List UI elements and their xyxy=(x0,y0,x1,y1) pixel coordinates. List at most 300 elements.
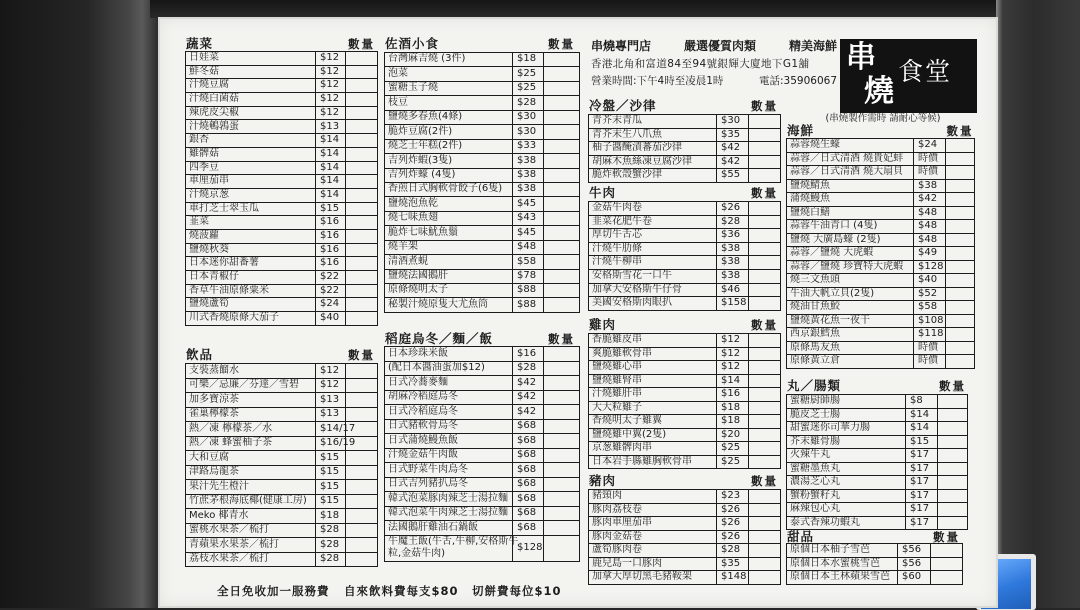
item-price: $38 xyxy=(513,168,544,182)
item-price: $28 xyxy=(316,523,346,538)
quantity-cell xyxy=(346,298,378,312)
item-name: 鹽燒法國鵝肝 xyxy=(385,269,513,283)
quantity-cell xyxy=(946,287,975,301)
item-price: $28 xyxy=(717,215,749,229)
quantity-cell xyxy=(749,571,781,585)
quantity-cell xyxy=(749,428,781,442)
item-price: $30 xyxy=(717,115,749,129)
vegetables-table xyxy=(185,51,378,326)
item-price: $43 xyxy=(513,211,544,225)
item-name: 蒜蓉／鹽燒 大虎蝦 xyxy=(787,247,914,261)
menu-row xyxy=(385,535,580,561)
item-price: $13 xyxy=(316,393,346,408)
quantity-cell xyxy=(946,166,975,180)
item-price: $36 xyxy=(717,229,749,243)
item-price: $108 xyxy=(914,314,946,328)
quantity-cell xyxy=(544,419,580,434)
quantity-cell xyxy=(749,415,781,429)
menu-row xyxy=(186,65,378,79)
logo-text: 食堂 xyxy=(898,57,953,86)
menu-row xyxy=(385,240,580,254)
quantity-cell xyxy=(544,226,580,240)
quantity-cell xyxy=(544,240,580,254)
service-charge-note: 全日免收加一服務費 xyxy=(217,584,330,598)
menu-row xyxy=(787,206,975,220)
item-name: 鹽燒蘆筍 xyxy=(186,298,316,312)
item-price: $25 xyxy=(717,455,749,469)
quantity-cell xyxy=(931,571,963,585)
item-price: $58 xyxy=(513,255,544,269)
item-name: 西京銀鱈魚 xyxy=(787,328,914,342)
pork-table xyxy=(588,489,781,585)
item-name: 美國安格斯肉眼扒 xyxy=(589,297,717,311)
menu-row xyxy=(787,274,975,288)
dark-wall-right xyxy=(996,0,1080,608)
item-price: 時價 xyxy=(914,355,946,369)
item-name: 蒜蓉牛油青口 (4隻) xyxy=(787,220,914,234)
tagline-part: 串燒專門店 xyxy=(591,39,652,53)
quantity-cell xyxy=(346,284,378,298)
quantity-cell xyxy=(749,388,781,402)
item-name: 汁燒京葱 xyxy=(186,188,316,202)
item-name: 日式蒲燒鰻魚飯 xyxy=(385,434,513,449)
item-name: 川式香燒原條大茄子 xyxy=(186,312,316,326)
menu-row xyxy=(589,544,781,558)
menu-row xyxy=(787,341,975,355)
menu-row xyxy=(787,260,975,274)
shop-hours-phone xyxy=(591,74,837,88)
menu-row xyxy=(385,347,580,362)
drinks-title: 飲品 xyxy=(186,347,214,362)
item-price: $45 xyxy=(513,197,544,211)
quantity-cell xyxy=(749,269,781,283)
item-name: 青芥末青瓜 xyxy=(589,115,717,129)
item-name: 原個日本水蜜桃雪芭 xyxy=(787,557,898,571)
qty-header: 數量 xyxy=(751,318,778,332)
quantity-cell xyxy=(749,530,781,544)
item-price: $128 xyxy=(914,260,946,274)
item-price: $148 xyxy=(717,571,749,585)
quantity-cell xyxy=(946,233,975,247)
item-name: 日本岩手縣雞胸軟骨串 xyxy=(589,455,717,469)
menu-row xyxy=(186,407,378,422)
item-price: $88 xyxy=(513,284,544,298)
quantity-cell xyxy=(946,274,975,288)
quantity-cell xyxy=(346,271,378,285)
item-price: $58 xyxy=(914,301,946,315)
item-name: 熱／凍 蜂蜜柚子茶 xyxy=(186,436,316,451)
quantity-cell xyxy=(544,197,580,211)
menu-row xyxy=(787,247,975,261)
item-name: 韓式泡菜豚肉辣芝士湯拉麵 xyxy=(385,492,513,507)
qty-header: 數量 xyxy=(751,186,778,200)
quantity-cell xyxy=(346,407,378,422)
item-name: 蒜蓉燒生蠔 xyxy=(787,139,914,153)
quantity-cell xyxy=(544,182,580,196)
menu-row xyxy=(787,516,968,530)
item-name: 厚切牛舌芯 xyxy=(589,229,717,243)
item-price: $12 xyxy=(316,65,346,79)
quantity-cell xyxy=(931,544,963,558)
item-name: 吉列炸蠔 (4隻) xyxy=(385,168,513,182)
item-name: 香煎日式胸軟骨餃子(6隻) xyxy=(385,182,513,196)
item-price: $68 xyxy=(513,448,544,463)
item-price: $13 xyxy=(316,407,346,422)
tagline-part: 嚴選優質肉類 xyxy=(683,39,756,53)
item-name: 香燒明太子雞翼 xyxy=(589,415,717,429)
menu-row xyxy=(385,182,580,196)
menu-row xyxy=(589,334,781,348)
item-price: $12 xyxy=(316,364,346,379)
item-name: 青蘋果水果茶／梳打 xyxy=(186,538,316,553)
item-price: $68 xyxy=(513,506,544,521)
menu-row xyxy=(787,355,975,369)
menu-row xyxy=(385,211,580,225)
quantity-cell xyxy=(346,188,378,202)
item-name: 汁燒豆腐 xyxy=(186,79,316,93)
quantity-cell xyxy=(544,67,580,81)
item-price: $68 xyxy=(513,492,544,507)
qty-header: 數量 xyxy=(946,124,974,138)
menu-row xyxy=(186,161,378,175)
item-name: 金菇牛肉卷 xyxy=(589,202,717,216)
item-name: 車厘茄串 xyxy=(186,175,316,189)
menu-row xyxy=(787,314,975,328)
quantity-cell xyxy=(946,206,975,220)
quantity-cell xyxy=(346,175,378,189)
quantity-cell xyxy=(938,489,968,503)
quantity-cell xyxy=(544,492,580,507)
quantity-cell xyxy=(544,463,580,478)
quantity-cell xyxy=(346,364,378,379)
quantity-cell xyxy=(346,161,378,175)
menu-row xyxy=(589,455,781,469)
item-price: $158 xyxy=(717,297,749,311)
menu-row xyxy=(589,415,781,429)
item-price: $12 xyxy=(717,347,749,361)
menu-row xyxy=(385,125,580,139)
item-name: 法國鵝肝雞油石鍋飯 xyxy=(385,521,513,536)
menu-row xyxy=(385,284,580,298)
item-price: $15 xyxy=(906,435,938,449)
item-price: $68 xyxy=(513,419,544,434)
item-price: $88 xyxy=(513,298,544,312)
menu-row xyxy=(589,347,781,361)
menu-row xyxy=(186,134,378,148)
quantity-cell xyxy=(749,334,781,348)
item-price: $40 xyxy=(316,312,346,326)
item-price: $24 xyxy=(914,139,946,153)
item-name: 鮮冬菇 xyxy=(186,65,316,79)
menu-row xyxy=(186,271,378,285)
item-price: $17 xyxy=(906,503,938,517)
quantity-cell xyxy=(346,147,378,161)
item-name: 甜蜜迷你司華力腸 xyxy=(787,422,906,436)
menu-row xyxy=(186,79,378,93)
menu-row xyxy=(787,328,975,342)
quantity-cell xyxy=(749,128,781,142)
item-name: 蜜糖玉子燒 xyxy=(385,81,513,95)
menu-row xyxy=(589,128,781,142)
quantity-cell xyxy=(938,422,968,436)
quantity-cell xyxy=(749,401,781,415)
menu-row xyxy=(385,390,580,405)
menu-row xyxy=(589,169,781,183)
section-beef xyxy=(588,185,781,309)
item-price: $42 xyxy=(717,142,749,156)
shop-tagline xyxy=(591,39,837,53)
menu-row xyxy=(186,436,378,451)
item-name: 鹽燒鯖魚 xyxy=(787,179,914,193)
item-name: 韓式泡菜牛肉辣芝士湯拉麵 xyxy=(385,506,513,521)
item-price: $38 xyxy=(513,154,544,168)
item-price: $42 xyxy=(914,193,946,207)
item-price: $17 xyxy=(906,476,938,490)
dessert-title: 甜品 xyxy=(787,529,815,544)
menu-row xyxy=(589,388,781,402)
item-name: 可樂／忌廉／芬達／雪碧 xyxy=(186,378,316,393)
item-name: 汁燒牛柳串 xyxy=(589,256,717,270)
menu-row xyxy=(385,139,580,153)
item-name: 青芥末生八爪魚 xyxy=(589,128,717,142)
item-price: $26 xyxy=(717,517,749,531)
qty-header: 數量 xyxy=(933,530,960,544)
section-chicken xyxy=(588,317,781,467)
item-price: $12 xyxy=(316,378,346,393)
quantity-cell xyxy=(544,390,580,405)
quantity-cell xyxy=(938,516,968,530)
vegetables-title: 蔬菜 xyxy=(186,36,214,51)
quantity-cell xyxy=(749,374,781,388)
item-price: $28 xyxy=(513,96,544,110)
menu-row xyxy=(385,81,580,95)
menu-row xyxy=(186,175,378,189)
item-price: $26 xyxy=(717,202,749,216)
menu-row xyxy=(589,530,781,544)
item-name: 枝豆 xyxy=(385,96,513,110)
menu-row xyxy=(186,494,378,509)
item-price: $30 xyxy=(513,110,544,124)
menu-row xyxy=(186,120,378,134)
item-name: 熱／凍 檸檬茶／水 xyxy=(186,422,316,437)
quantity-cell xyxy=(544,53,580,67)
menu-row xyxy=(186,216,378,230)
item-name: 爽脆雞軟骨串 xyxy=(589,347,717,361)
menu-row xyxy=(787,422,968,436)
item-name: 果汁先生橙汁 xyxy=(186,480,316,495)
cold-table xyxy=(588,114,781,183)
menu-row xyxy=(787,152,975,166)
menu-row xyxy=(787,544,963,558)
quantity-cell xyxy=(544,81,580,95)
item-price: $25 xyxy=(513,81,544,95)
quantity-cell xyxy=(749,115,781,129)
item-price: $30 xyxy=(513,125,544,139)
quantity-cell xyxy=(749,361,781,375)
quantity-cell xyxy=(749,202,781,216)
item-price: $42 xyxy=(513,405,544,420)
item-price: $60 xyxy=(898,571,931,585)
menu-row xyxy=(787,179,975,193)
quantity-cell xyxy=(946,314,975,328)
item-name: 京葱雞髀肉串 xyxy=(589,442,717,456)
quantity-cell xyxy=(938,462,968,476)
item-price: $17 xyxy=(906,462,938,476)
item-name: 日式冷蕎麥麵 xyxy=(385,376,513,391)
menu-row xyxy=(385,168,580,182)
section-dessert xyxy=(786,529,963,582)
item-price: $49 xyxy=(914,247,946,261)
item-name: 脆皮芝士腸 xyxy=(787,408,906,422)
qty-header: 數量 xyxy=(751,99,778,113)
menu-row xyxy=(186,147,378,161)
item-name: 鹽燒雞中翼(2隻) xyxy=(589,428,717,442)
quantity-cell xyxy=(544,361,580,376)
item-name: 牛魔王飯(牛舌,牛柳,安格斯牛 粒,金菇牛肉) xyxy=(385,535,513,561)
item-name: 車打芝士翠玉瓜 xyxy=(186,202,316,216)
item-name: 濃湯芝心丸 xyxy=(787,476,906,490)
item-name: 雀巢檸檬茶 xyxy=(186,407,316,422)
dark-wall-top xyxy=(150,0,1000,18)
quantity-cell xyxy=(749,169,781,183)
menu-row xyxy=(186,480,378,495)
item-price: $16 xyxy=(316,243,346,257)
menu-row xyxy=(589,297,781,311)
item-name: 燒菠蘿 xyxy=(186,229,316,243)
item-name: 鹽燒雞心串 xyxy=(589,361,717,375)
quantity-cell xyxy=(544,168,580,182)
balls-title: 丸／腸類 xyxy=(787,378,842,393)
item-name: 原條黃立倉 xyxy=(787,355,914,369)
quantity-cell xyxy=(544,284,580,298)
item-name: 銀杏 xyxy=(186,134,316,148)
item-name: 台灣麻吉燒 (3件) xyxy=(385,53,513,67)
item-name: 原條馬友魚 xyxy=(787,341,914,355)
menu-row xyxy=(186,509,378,524)
item-name: 蒜蓉／日式清酒 燒貴妃蚌 xyxy=(787,152,914,166)
quantity-cell xyxy=(946,220,975,234)
quantity-cell xyxy=(346,229,378,243)
qty-header: 數量 xyxy=(348,348,375,362)
logo-char: 串 xyxy=(846,40,876,75)
item-price: $15 xyxy=(316,202,346,216)
quantity-cell xyxy=(346,243,378,257)
item-name: 鹽燒雞腎串 xyxy=(589,374,717,388)
section-drinks xyxy=(185,347,378,564)
quantity-cell xyxy=(749,544,781,558)
item-price: $45 xyxy=(513,226,544,240)
qty-header: 數量 xyxy=(548,332,575,346)
quantity-cell xyxy=(346,134,378,148)
quantity-cell xyxy=(946,260,975,274)
item-name: 原個日本王林蘋果雪芭 xyxy=(787,571,898,585)
item-price: $40 xyxy=(914,274,946,288)
quantity-cell xyxy=(749,229,781,243)
item-price: $48 xyxy=(914,220,946,234)
menu-row xyxy=(385,226,580,240)
item-name: 麻辣包心丸 xyxy=(787,503,906,517)
item-name: 燒七味魚翅 xyxy=(385,211,513,225)
item-price: $56 xyxy=(898,557,931,571)
section-cold xyxy=(588,98,781,180)
quantity-cell xyxy=(544,269,580,283)
item-price: $38 xyxy=(717,269,749,283)
item-name: 燒芝士年糕(2件) xyxy=(385,139,513,153)
item-name: 蜜糖墨魚丸 xyxy=(787,462,906,476)
menu-row xyxy=(787,193,975,207)
item-price: $68 xyxy=(513,434,544,449)
menu-row xyxy=(589,283,781,297)
item-name: 加拿大厚切黑毛豬鞍架 xyxy=(589,571,717,585)
item-name: 蜜桃水果茶／梳打 xyxy=(186,523,316,538)
item-name: 牛油大帆立貝(2隻) xyxy=(787,287,914,301)
quantity-cell xyxy=(544,211,580,225)
item-price: $18 xyxy=(513,53,544,67)
menu-row xyxy=(186,523,378,538)
item-price: $26 xyxy=(717,503,749,517)
menu-row xyxy=(385,197,580,211)
item-price: $68 xyxy=(513,463,544,478)
item-price: $55 xyxy=(717,169,749,183)
quantity-cell xyxy=(749,283,781,297)
item-name: 日式野菜牛肉烏冬 xyxy=(385,463,513,478)
item-price: $28 xyxy=(717,544,749,558)
item-price: $18 xyxy=(316,509,346,524)
menu-row xyxy=(589,202,781,216)
quantity-cell xyxy=(346,480,378,495)
menu-row xyxy=(589,557,781,571)
menu-row xyxy=(787,233,975,247)
menu-row xyxy=(186,552,378,567)
item-name: 安格斯雪花一口牛 xyxy=(589,269,717,283)
quantity-cell xyxy=(544,405,580,420)
quantity-cell xyxy=(346,451,378,466)
item-price: $25 xyxy=(513,67,544,81)
quantity-cell xyxy=(346,120,378,134)
quantity-cell xyxy=(346,52,378,66)
item-name: 蘆筍豚肉卷 xyxy=(589,544,717,558)
menu-row xyxy=(186,229,378,243)
phone-number: 電話:35906067 xyxy=(759,75,837,87)
item-price: $16 xyxy=(316,229,346,243)
quantity-cell xyxy=(749,242,781,256)
menu-row xyxy=(589,374,781,388)
menu-row xyxy=(385,154,580,168)
item-name: 胡麻冷稻庭烏冬 xyxy=(385,390,513,405)
menu-row xyxy=(385,376,580,391)
item-price: $35 xyxy=(717,128,749,142)
quantity-cell xyxy=(346,523,378,538)
menu-row xyxy=(385,477,580,492)
item-price: $33 xyxy=(513,139,544,153)
item-price: $38 xyxy=(513,182,544,196)
quantity-cell xyxy=(544,506,580,521)
item-name: 脆炸軟殼蟹沙律 xyxy=(589,169,717,183)
menu-row xyxy=(589,269,781,283)
item-name: 脆炸豆腐(2件) xyxy=(385,125,513,139)
item-price: $14 xyxy=(717,374,749,388)
item-price: $14 xyxy=(316,188,346,202)
beef-table xyxy=(588,201,781,311)
menu-row xyxy=(787,166,975,180)
item-price: $15 xyxy=(316,480,346,495)
item-name: 豚肉金菇卷 xyxy=(589,530,717,544)
item-name: 鹿兒島一口豚肉 xyxy=(589,557,717,571)
item-name: 辣虎皮尖椒 xyxy=(186,106,316,120)
menu-row xyxy=(385,96,580,110)
corkage-note: 自來飲料費每支$80 xyxy=(344,584,459,598)
menu-row xyxy=(186,243,378,257)
